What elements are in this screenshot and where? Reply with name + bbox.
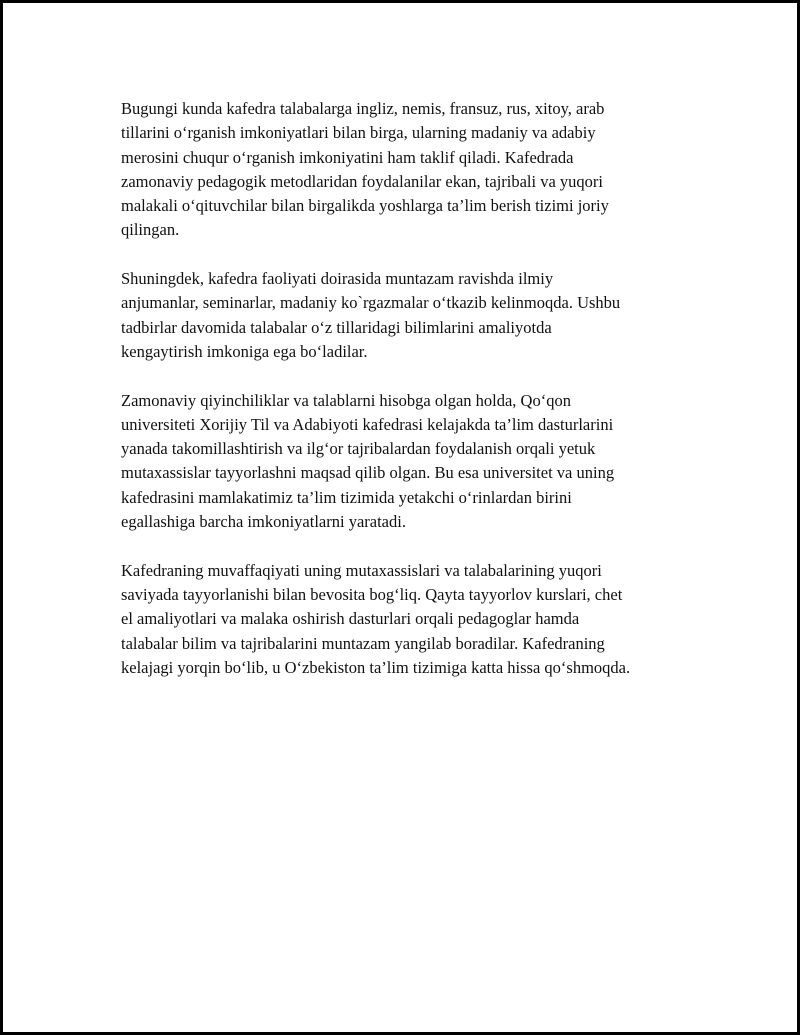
paragraph-2 — [121, 267, 693, 364]
paragraph-4 — [121, 559, 693, 680]
text-line: merosini chuqur o‘rganish imkoniyatini ham taklif qiladi. Kafedrada — [121, 147, 574, 167]
text-line: talabalar bilim va tajribalarini muntazam yangilab boradilar. Kafedraning — [121, 633, 605, 653]
text-line: egallashiga barcha imkoniyatlarni yaratadi. — [121, 512, 406, 532]
text-line: Shuningdek, kafedra faoliyati doirasida muntazam ravishda ilmiy — [121, 269, 554, 289]
text-line: universiteti Xorijiy Til va Adabiyoti kafedrasi kelajakda ta’lim dasturlarini — [121, 414, 614, 434]
text-line: tadbirlar davomida talabalar o‘z tillaridagi bilimlarini amaliyotda — [121, 317, 552, 337]
text-line: kafedrasini mamlakatimiz ta’lim tizimida yetakchi o‘rinlardan birini — [121, 487, 572, 507]
text-line: Bugungi kunda kafedra talabalarga ingliz, nemis, fransuz, rus, xitoy, arab — [121, 99, 605, 118]
text-line: qilingan. — [121, 220, 180, 240]
text-line: saviyada tayyorlanishi bilan bevosita bog‘liq. Qayta tayyorlov kurslari, chet — [121, 584, 623, 604]
document-body — [121, 97, 693, 704]
paragraph-3 — [121, 389, 693, 535]
text-line: zamonaviy pedagogik metodlaridan foydalanilar ekan, tajribali va yuqori — [121, 171, 603, 191]
paragraph-1 — [121, 97, 693, 243]
text-line: Kafedraning muvaffaqiyati uning mutaxassislari va talabalarining yuqori — [121, 560, 602, 580]
text-line: tillarini o‘rganish imkoniyatlari bilan birga, ularning madaniy va adabiy — [121, 123, 596, 143]
text-line: kengaytirish imkoniga ega bo‘ladilar. — [121, 341, 368, 361]
text-line: anjumanlar, seminarlar, madaniy ko`rgazmalar o‘tkazib kelinmoqda. Ushbu — [121, 293, 621, 313]
text-line: el amaliyotlari va malaka oshirish dasturlari orqali pedagoglar hamda — [121, 609, 580, 629]
text-line: yanada takomillashtirish va ilg‘or tajribalardan foydalanish orqali yetuk — [121, 439, 596, 459]
text-line: Zamonaviy qiyinchiliklar va talablarni hisobga olgan holda, Qo‘qon — [121, 390, 571, 410]
text-line: mutaxassislar tayyorlashni maqsad qilib olgan. Bu esa universitet va uning — [121, 463, 615, 483]
text-line: malakali o‘qituvchilar bilan birgalikda yoshlarga ta’lim berish tizimi joriy — [121, 196, 609, 216]
text-line: kelajagi yorqin bo‘lib, u O‘zbekiston ta’lim tizimiga katta hissa qo‘shmoqda. — [121, 657, 631, 677]
